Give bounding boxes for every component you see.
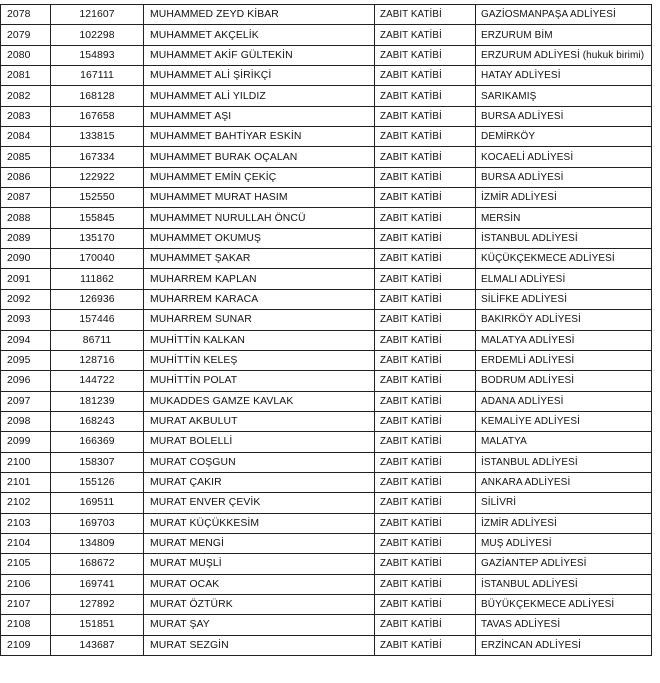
registration-number-cell: 134809 xyxy=(51,533,144,553)
table-row xyxy=(1,452,652,472)
registration-number-cell: 121607 xyxy=(51,5,144,25)
table-row xyxy=(1,147,652,167)
assigned-location-cell: SARIKAMIŞ xyxy=(476,86,652,106)
full-name-cell: MUHAMMET ŞAKAR xyxy=(144,249,375,269)
job-title-cell: ZABIT KATİBİ xyxy=(375,513,476,533)
registration-number-cell: 152550 xyxy=(51,188,144,208)
assigned-location-cell: KÜÇÜKÇEKMECE ADLİYESİ xyxy=(476,249,652,269)
assigned-location-cell: ERDEMLİ ADLİYESİ xyxy=(476,350,652,370)
job-title-cell: ZABIT KATİBİ xyxy=(375,615,476,635)
job-title-cell: ZABIT KATİBİ xyxy=(375,432,476,452)
row-number-cell: 2096 xyxy=(1,371,51,391)
table-row xyxy=(1,391,652,411)
assigned-location-cell: ERZURUM ADLİYESİ (hukuk birimi) xyxy=(476,45,652,65)
registration-number-cell: 111862 xyxy=(51,269,144,289)
row-number-cell: 2108 xyxy=(1,615,51,635)
table-row xyxy=(1,289,652,309)
row-number-cell: 2080 xyxy=(1,45,51,65)
registration-number-cell: 154893 xyxy=(51,45,144,65)
table-row xyxy=(1,493,652,513)
registration-number-cell: 158307 xyxy=(51,452,144,472)
assigned-location-cell: BÜYÜKÇEKMECE ADLİYESİ xyxy=(476,594,652,614)
row-number-cell: 2088 xyxy=(1,208,51,228)
job-title-cell: ZABIT KATİBİ xyxy=(375,167,476,187)
table-row xyxy=(1,66,652,86)
assigned-location-cell: ELMALI ADLİYESİ xyxy=(476,269,652,289)
row-number-cell: 2081 xyxy=(1,66,51,86)
job-title-cell: ZABIT KATİBİ xyxy=(375,554,476,574)
assigned-location-cell: İSTANBUL ADLİYESİ xyxy=(476,228,652,248)
table-row xyxy=(1,594,652,614)
table-row xyxy=(1,86,652,106)
assigned-location-cell: DEMİRKÖY xyxy=(476,127,652,147)
document-page xyxy=(0,4,660,681)
row-number-cell: 2098 xyxy=(1,411,51,431)
full-name-cell: MUKADDES GAMZE KAVLAK xyxy=(144,391,375,411)
job-title-cell: ZABIT KATİBİ xyxy=(375,635,476,655)
full-name-cell: MUHARREM SUNAR xyxy=(144,310,375,330)
job-title-cell: ZABIT KATİBİ xyxy=(375,127,476,147)
full-name-cell: MUHARREM KAPLAN xyxy=(144,269,375,289)
table-row xyxy=(1,310,652,330)
registration-number-cell: 144722 xyxy=(51,371,144,391)
full-name-cell: MUHAMMET AKİF GÜLTEKİN xyxy=(144,45,375,65)
registration-number-cell: 102298 xyxy=(51,25,144,45)
job-title-cell: ZABIT KATİBİ xyxy=(375,452,476,472)
registration-number-cell: 168672 xyxy=(51,554,144,574)
full-name-cell: MURAT COŞGUN xyxy=(144,452,375,472)
job-title-cell: ZABIT KATİBİ xyxy=(375,249,476,269)
job-title-cell: ZABIT KATİBİ xyxy=(375,330,476,350)
assigned-location-cell: BODRUM ADLİYESİ xyxy=(476,371,652,391)
row-number-cell: 2099 xyxy=(1,432,51,452)
assigned-location-cell: GAZİOSMANPAŞA ADLİYESİ xyxy=(476,5,652,25)
job-title-cell: ZABIT KATİBİ xyxy=(375,45,476,65)
job-title-cell: ZABIT KATİBİ xyxy=(375,310,476,330)
table-row xyxy=(1,127,652,147)
assigned-location-cell: KOCAELİ ADLİYESİ xyxy=(476,147,652,167)
full-name-cell: MUHAMMED ZEYD KİBAR xyxy=(144,5,375,25)
full-name-cell: MUHİTTİN KELEŞ xyxy=(144,350,375,370)
job-title-cell: ZABIT KATİBİ xyxy=(375,493,476,513)
job-title-cell: ZABIT KATİBİ xyxy=(375,106,476,126)
row-number-cell: 2086 xyxy=(1,167,51,187)
full-name-cell: MUHAMMET ALİ YILDIZ xyxy=(144,86,375,106)
assigned-location-cell: BAKIRKÖY ADLİYESİ xyxy=(476,310,652,330)
registration-number-cell: 155126 xyxy=(51,472,144,492)
row-number-cell: 2101 xyxy=(1,472,51,492)
table-row xyxy=(1,350,652,370)
job-title-cell: ZABIT KATİBİ xyxy=(375,533,476,553)
assigned-location-cell: ERZİNCAN ADLİYESİ xyxy=(476,635,652,655)
table-row xyxy=(1,5,652,25)
registration-number-cell: 135170 xyxy=(51,228,144,248)
table-body xyxy=(1,5,652,656)
job-title-cell: ZABIT KATİBİ xyxy=(375,350,476,370)
assigned-location-cell: HATAY ADLİYESİ xyxy=(476,66,652,86)
job-title-cell: ZABIT KATİBİ xyxy=(375,5,476,25)
registration-number-cell: 157446 xyxy=(51,310,144,330)
row-number-cell: 2100 xyxy=(1,452,51,472)
full-name-cell: MUHAMMET BAHTİYAR ESKİN xyxy=(144,127,375,147)
table-row xyxy=(1,574,652,594)
job-title-cell: ZABIT KATİBİ xyxy=(375,86,476,106)
registration-number-cell: 133815 xyxy=(51,127,144,147)
registration-number-cell: 169511 xyxy=(51,493,144,513)
full-name-cell: MUHAMMET AKÇELİK xyxy=(144,25,375,45)
row-number-cell: 2091 xyxy=(1,269,51,289)
registration-number-cell: 126936 xyxy=(51,289,144,309)
registration-number-cell: 122922 xyxy=(51,167,144,187)
full-name-cell: MURAT KÜÇÜKKESİM xyxy=(144,513,375,533)
registration-number-cell: 181239 xyxy=(51,391,144,411)
full-name-cell: MUHİTTİN KALKAN xyxy=(144,330,375,350)
job-title-cell: ZABIT KATİBİ xyxy=(375,472,476,492)
registration-number-cell: 127892 xyxy=(51,594,144,614)
assigned-location-cell: MALATYA ADLİYESİ xyxy=(476,330,652,350)
job-title-cell: ZABIT KATİBİ xyxy=(375,594,476,614)
full-name-cell: MUHAMMET AŞI xyxy=(144,106,375,126)
registration-number-cell: 143687 xyxy=(51,635,144,655)
assigned-location-cell: MALATYA xyxy=(476,432,652,452)
table-row xyxy=(1,513,652,533)
registration-number-cell: 155845 xyxy=(51,208,144,228)
registration-number-cell: 151851 xyxy=(51,615,144,635)
assigned-location-cell: KEMALİYE ADLİYESİ xyxy=(476,411,652,431)
full-name-cell: MURAT BOLELLİ xyxy=(144,432,375,452)
assigned-location-cell: SİLİVRİ xyxy=(476,493,652,513)
row-number-cell: 2106 xyxy=(1,574,51,594)
table-row xyxy=(1,45,652,65)
row-number-cell: 2089 xyxy=(1,228,51,248)
row-number-cell: 2094 xyxy=(1,330,51,350)
job-title-cell: ZABIT KATİBİ xyxy=(375,289,476,309)
row-number-cell: 2084 xyxy=(1,127,51,147)
job-title-cell: ZABIT KATİBİ xyxy=(375,188,476,208)
assigned-location-cell: ERZURUM BİM xyxy=(476,25,652,45)
registration-number-cell: 170040 xyxy=(51,249,144,269)
job-title-cell: ZABIT KATİBİ xyxy=(375,574,476,594)
registration-number-cell: 86711 xyxy=(51,330,144,350)
full-name-cell: MURAT OCAK xyxy=(144,574,375,594)
registration-number-cell: 166369 xyxy=(51,432,144,452)
job-title-cell: ZABIT KATİBİ xyxy=(375,269,476,289)
job-title-cell: ZABIT KATİBİ xyxy=(375,411,476,431)
table-row xyxy=(1,188,652,208)
full-name-cell: MURAT MENGİ xyxy=(144,533,375,553)
full-name-cell: MURAT MUŞLİ xyxy=(144,554,375,574)
row-number-cell: 2093 xyxy=(1,310,51,330)
table-row xyxy=(1,269,652,289)
row-number-cell: 2085 xyxy=(1,147,51,167)
registration-number-cell: 167334 xyxy=(51,147,144,167)
table-row xyxy=(1,330,652,350)
assignment-table xyxy=(0,4,652,656)
row-number-cell: 2097 xyxy=(1,391,51,411)
row-number-cell: 2083 xyxy=(1,106,51,126)
job-title-cell: ZABIT KATİBİ xyxy=(375,208,476,228)
table-row xyxy=(1,635,652,655)
job-title-cell: ZABIT KATİBİ xyxy=(375,371,476,391)
job-title-cell: ZABIT KATİBİ xyxy=(375,228,476,248)
full-name-cell: MUHAMMET OKUMUŞ xyxy=(144,228,375,248)
table-row xyxy=(1,167,652,187)
table-row xyxy=(1,472,652,492)
registration-number-cell: 167658 xyxy=(51,106,144,126)
table-row xyxy=(1,615,652,635)
assigned-location-cell: BURSA ADLİYESİ xyxy=(476,167,652,187)
full-name-cell: MURAT ÖZTÜRK xyxy=(144,594,375,614)
registration-number-cell: 169703 xyxy=(51,513,144,533)
table-row xyxy=(1,533,652,553)
row-number-cell: 2095 xyxy=(1,350,51,370)
table-row xyxy=(1,25,652,45)
registration-number-cell: 169741 xyxy=(51,574,144,594)
assigned-location-cell: ANKARA ADLİYESİ xyxy=(476,472,652,492)
row-number-cell: 2079 xyxy=(1,25,51,45)
assigned-location-cell: İSTANBUL ADLİYESİ xyxy=(476,574,652,594)
assigned-location-cell: TAVAS ADLİYESİ xyxy=(476,615,652,635)
assigned-location-cell: ADANA ADLİYESİ xyxy=(476,391,652,411)
full-name-cell: MURAT ENVER ÇEVİK xyxy=(144,493,375,513)
full-name-cell: MURAT ŞAY xyxy=(144,615,375,635)
row-number-cell: 2105 xyxy=(1,554,51,574)
assigned-location-cell: BURSA ADLİYESİ xyxy=(476,106,652,126)
assigned-location-cell: İZMİR ADLİYESİ xyxy=(476,188,652,208)
row-number-cell: 2087 xyxy=(1,188,51,208)
job-title-cell: ZABIT KATİBİ xyxy=(375,25,476,45)
registration-number-cell: 168128 xyxy=(51,86,144,106)
table-row xyxy=(1,371,652,391)
row-number-cell: 2090 xyxy=(1,249,51,269)
full-name-cell: MURAT SEZGİN xyxy=(144,635,375,655)
table-row xyxy=(1,554,652,574)
row-number-cell: 2104 xyxy=(1,533,51,553)
table-row xyxy=(1,411,652,431)
row-number-cell: 2103 xyxy=(1,513,51,533)
full-name-cell: MUHARREM KARACA xyxy=(144,289,375,309)
job-title-cell: ZABIT KATİBİ xyxy=(375,147,476,167)
assigned-location-cell: MERSİN xyxy=(476,208,652,228)
full-name-cell: MUHİTTİN POLAT xyxy=(144,371,375,391)
table-row xyxy=(1,228,652,248)
assigned-location-cell: GAZİANTEP ADLİYESİ xyxy=(476,554,652,574)
row-number-cell: 2082 xyxy=(1,86,51,106)
row-number-cell: 2078 xyxy=(1,5,51,25)
full-name-cell: MURAT ÇAKIR xyxy=(144,472,375,492)
assigned-location-cell: İSTANBUL ADLİYESİ xyxy=(476,452,652,472)
row-number-cell: 2107 xyxy=(1,594,51,614)
row-number-cell: 2102 xyxy=(1,493,51,513)
job-title-cell: ZABIT KATİBİ xyxy=(375,391,476,411)
registration-number-cell: 167111 xyxy=(51,66,144,86)
full-name-cell: MUHAMMET ALİ ŞİRİKÇİ xyxy=(144,66,375,86)
assigned-location-cell: İZMİR ADLİYESİ xyxy=(476,513,652,533)
full-name-cell: MUHAMMET EMİN ÇEKİÇ xyxy=(144,167,375,187)
full-name-cell: MURAT AKBULUT xyxy=(144,411,375,431)
registration-number-cell: 168243 xyxy=(51,411,144,431)
row-number-cell: 2109 xyxy=(1,635,51,655)
full-name-cell: MUHAMMET MURAT HASIM xyxy=(144,188,375,208)
row-number-cell: 2092 xyxy=(1,289,51,309)
job-title-cell: ZABIT KATİBİ xyxy=(375,66,476,86)
registration-number-cell: 128716 xyxy=(51,350,144,370)
table-row xyxy=(1,432,652,452)
table-row xyxy=(1,208,652,228)
table-row xyxy=(1,106,652,126)
table-row xyxy=(1,249,652,269)
assigned-location-cell: SİLİFKE ADLİYESİ xyxy=(476,289,652,309)
assigned-location-cell: MUŞ ADLİYESİ xyxy=(476,533,652,553)
full-name-cell: MUHAMMET BURAK OÇALAN xyxy=(144,147,375,167)
full-name-cell: MUHAMMET NURULLAH ÖNCÜ xyxy=(144,208,375,228)
